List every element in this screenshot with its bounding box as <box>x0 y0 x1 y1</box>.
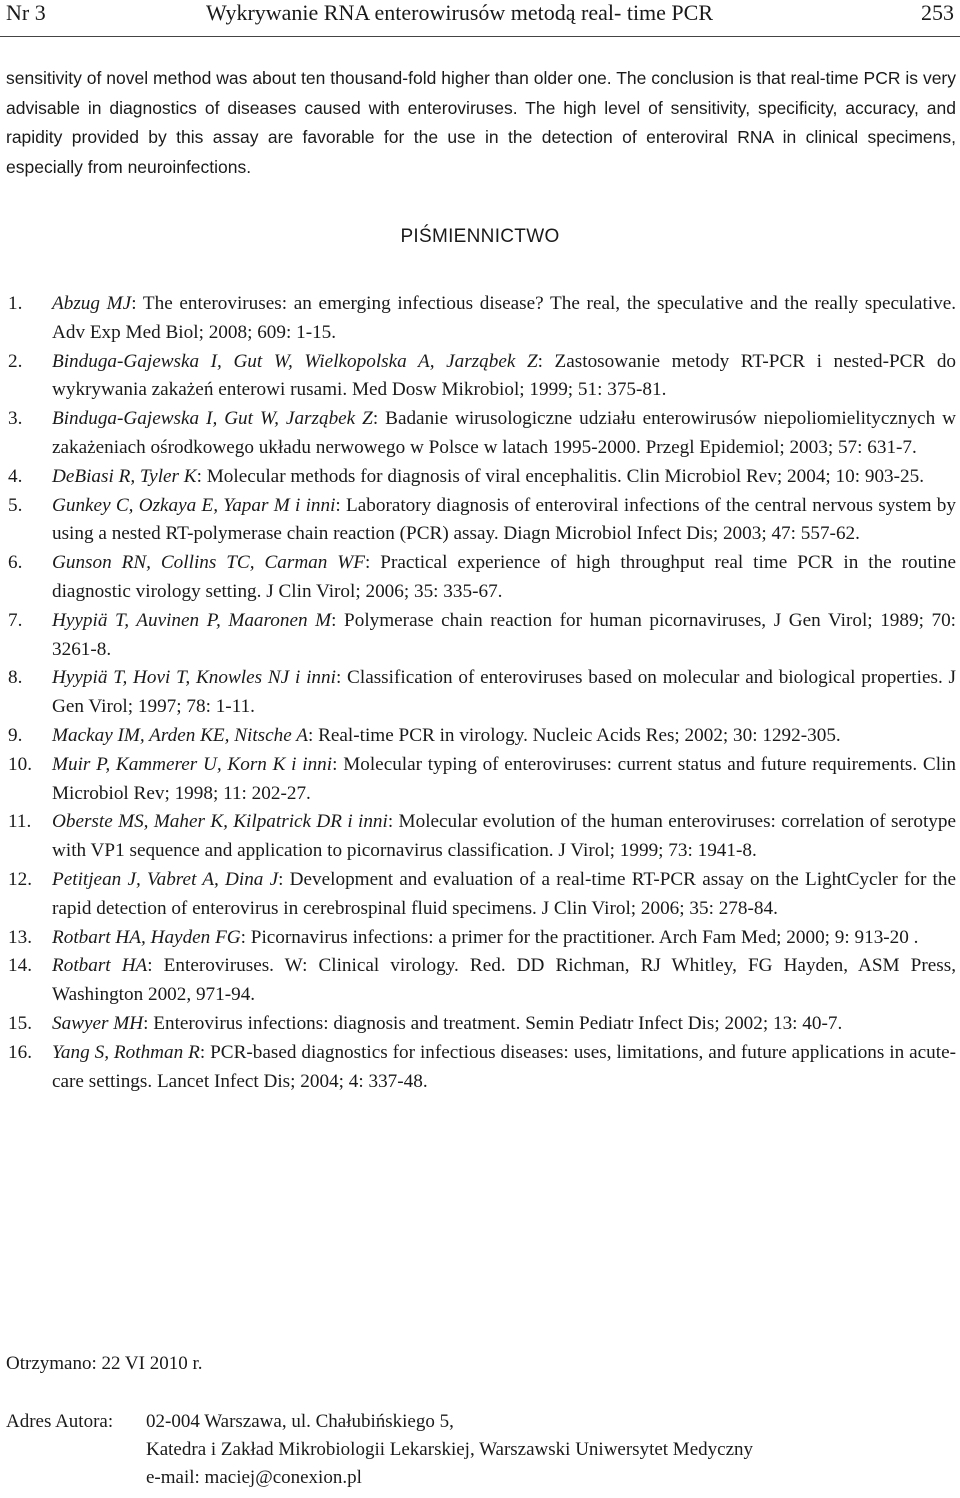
reference-number: 13. <box>8 926 32 948</box>
reference-text: : Molecular typing of enteroviruses: current status and future requirements. Clin Microbiol Rev; 1998; 11: 202-27. <box>52 753 956 804</box>
reference-list <box>8 290 956 1096</box>
reference-text: : Practical experience of high throughput real time PCR in the routine diagnostic virology setting. J Clin Virol; 2006; 35: 335-67. <box>52 552 956 602</box>
reference-authors: Abzug MJ <box>52 293 132 314</box>
reference-text: : Picornavirus infections: a primer for the practitioner. Arch Fam Med; 2000; 9: 913-20 . <box>240 926 919 948</box>
reference-body <box>52 808 956 866</box>
reference-authors: Oberste MS, Maher K, Kilpatrick DR i inni <box>52 811 388 833</box>
reference-text: : The enteroviruses: an emerging infectious disease? The real, the speculative and the really speculative. Adv Exp Med Biol; 2008; 609: 1-15. <box>52 293 957 343</box>
reference-text: : Polymerase chain reaction for human picornaviruses, J Gen Virol; 1989; 70: 3261-8. <box>52 609 957 660</box>
reference-item <box>8 1010 956 1039</box>
reference-number: 15. <box>8 1012 32 1034</box>
reference-item <box>8 866 956 924</box>
reference-authors: DeBiasi R, Tyler K <box>52 465 197 487</box>
reference-item <box>8 290 956 348</box>
reference-item <box>8 607 956 665</box>
reference-item <box>8 492 956 550</box>
reference-body <box>52 348 956 406</box>
reference-body <box>52 1039 956 1097</box>
reference-authors: Binduga-Gajewska I, Gut W, Jarząbek Z <box>52 408 373 430</box>
reference-text: : Development and evaluation of a real-time RT-PCR assay on the LightCycler for the rapid detection of enterovirus in cerebrospinal fluid specimens. J Clin Virol; 2006; 35: 278-84. <box>52 868 956 919</box>
address-line: Katedra i Zakład Mikrobiologii Lekarskiej, Warszawski Uniwersytet Medyczny <box>146 1439 753 1460</box>
reference-body <box>52 492 956 550</box>
reference-body <box>52 866 956 924</box>
reference-number: 9. <box>8 724 23 746</box>
reference-item <box>8 405 956 463</box>
reference-body <box>52 722 956 751</box>
reference-item <box>8 751 956 809</box>
reference-text: : Zastosowanie metody RT-PCR i nested-PCR do wykrywania zakażeń enterowi rusami. Med Dosw Mikrobiol; 1999; 51: 375-81. <box>52 350 957 401</box>
reference-authors: Yang S, Rothman R <box>52 1041 200 1063</box>
reference-authors: Muir P, Kammerer U, Korn K i inni <box>52 753 333 775</box>
reference-item <box>8 664 956 722</box>
reference-number: 7. <box>8 609 23 631</box>
abstract <box>6 64 956 182</box>
reference-text: : Badanie wirusologiczne udziału enterowirusów niepoliomielitycznych w zakażeniach ośrodkowego układu nerwowego w Polsce w latach 1995-2000. Przegl Epidemiol; 2003; 57: 631-7. <box>52 408 956 458</box>
reference-number: 2. <box>8 350 23 372</box>
reference-authors: Gunson RN, Collins TC, Carman WF <box>52 552 366 574</box>
header-rule <box>0 36 960 37</box>
reference-text: : PCR-based diagnostics for infectious diseases: uses, limitations, and future applications in acute-care settings. Lancet Infect Dis; 2004; 4: 337-48. <box>52 1041 956 1092</box>
reference-item <box>8 722 956 751</box>
address-label: Adres Autora: <box>6 1411 114 1432</box>
reference-number: 6. <box>8 552 23 574</box>
reference-authors: Sawyer MH <box>52 1012 144 1034</box>
reference-text: : Enterovirus infections: diagnosis and treatment. Semin Pediatr Infect Dis; 2002; 13: 40-7. <box>143 1012 843 1034</box>
reference-body <box>52 405 956 463</box>
reference-item <box>8 549 956 607</box>
reference-authors: Hyypiä T, Auvinen P, Maaronen M <box>52 609 332 631</box>
received-date: Otrzymano: 22 VI 2010 r. <box>6 1353 203 1374</box>
reference-number: 1. <box>8 293 23 314</box>
reference-text: : Molecular methods for diagnosis of viral encephalitis. Clin Microbiol Rev; 2004; 10: 903-25. <box>196 465 925 487</box>
reference-text: : Real-time PCR in virology. Nucleic Acids Res; 2002; 30: 1292-305. <box>307 724 841 746</box>
reference-body <box>52 952 956 1010</box>
reference-authors: Binduga-Gajewska I, Gut W, Wielkopolska A, Jarząbek Z <box>52 350 538 372</box>
reference-body <box>52 1010 956 1039</box>
issue-number: Nr 3 <box>6 0 46 25</box>
reference-number: 12. <box>8 868 32 890</box>
reference-authors: Petitjean J, Vabret A, Dina J <box>52 868 279 890</box>
reference-body <box>52 290 956 348</box>
reference-number: 4. <box>8 465 23 487</box>
reference-body <box>52 664 956 722</box>
address-line: 02-004 Warszawa, ul. Chałubińskiego 5, <box>146 1411 454 1432</box>
reference-text: : Molecular evolution of the human enteroviruses: correlation of serotype with VP1 sequence and application to picornavirus classification. J Virol; 1999; 73: 1941-8. <box>52 811 956 862</box>
page-number: 253 <box>921 0 954 25</box>
reference-authors: Rotbart HA, Hayden FG <box>52 926 241 948</box>
reference-authors: Mackay IM, Arden KE, Nitsche A <box>52 724 308 746</box>
abstract-paragraph: sensitivity of novel method was about ten thousand-fold higher than older one. The conclusion is that real-time PCR is very advisable in diagnostics of diseases caused with enteroviruses. The high level of sensitivity, specificity, accuracy, and rapidity provided by this assay are favorable for the use in the detection of enteroviral RNA in clinical specimens, especially from neuroinfections. <box>6 68 956 177</box>
reference-item <box>8 924 956 953</box>
reference-item <box>8 1039 956 1097</box>
reference-item <box>8 808 956 866</box>
reference-authors: Hyypiä T, Hovi T, Knowles NJ i inni <box>52 667 336 689</box>
reference-number: 14. <box>8 955 32 977</box>
reference-number: 16. <box>8 1041 32 1063</box>
page-header <box>6 0 954 36</box>
reference-text: : Classification of enteroviruses based on molecular and biological properties. J Gen Virol; 1997; 78: 1-11. <box>52 667 956 718</box>
reference-body <box>52 463 956 492</box>
reference-text: : Enteroviruses. W: Clinical virology. Red. DD Richman, RJ Whitley, FG Hayden, ASM Press, Washington 2002, 971-94. <box>52 955 956 1006</box>
reference-authors: Rotbart HA <box>52 955 148 977</box>
reference-body <box>52 549 956 607</box>
reference-item <box>8 463 956 492</box>
running-title: Wykrywanie RNA enterowirusów metodą real- time PCR <box>206 0 714 25</box>
reference-item <box>8 348 956 406</box>
reference-number: 5. <box>8 494 23 516</box>
reference-body <box>52 924 956 953</box>
reference-body <box>52 607 956 665</box>
reference-number: 8. <box>8 667 23 689</box>
address-lines <box>146 1408 753 1492</box>
reference-number: 3. <box>8 408 23 430</box>
reference-item <box>8 952 956 1010</box>
reference-authors: Gunkey C, Ozkaya E, Yapar M i inni <box>52 494 336 516</box>
reference-number: 11. <box>8 811 32 833</box>
reference-number: 10. <box>8 753 32 775</box>
address-email[interactable]: e-mail: maciej@conexion.pl <box>146 1467 362 1488</box>
reference-body <box>52 751 956 809</box>
reference-text: : Laboratory diagnosis of enteroviral infections of the central nervous system by using a nested RT-polymerase chain reaction (PCR) assay. Diagn Microbiol Infect Dis; 2003; 47: 557-62. <box>52 494 956 545</box>
references-heading: PIŚMIENNICTWO <box>400 226 560 247</box>
